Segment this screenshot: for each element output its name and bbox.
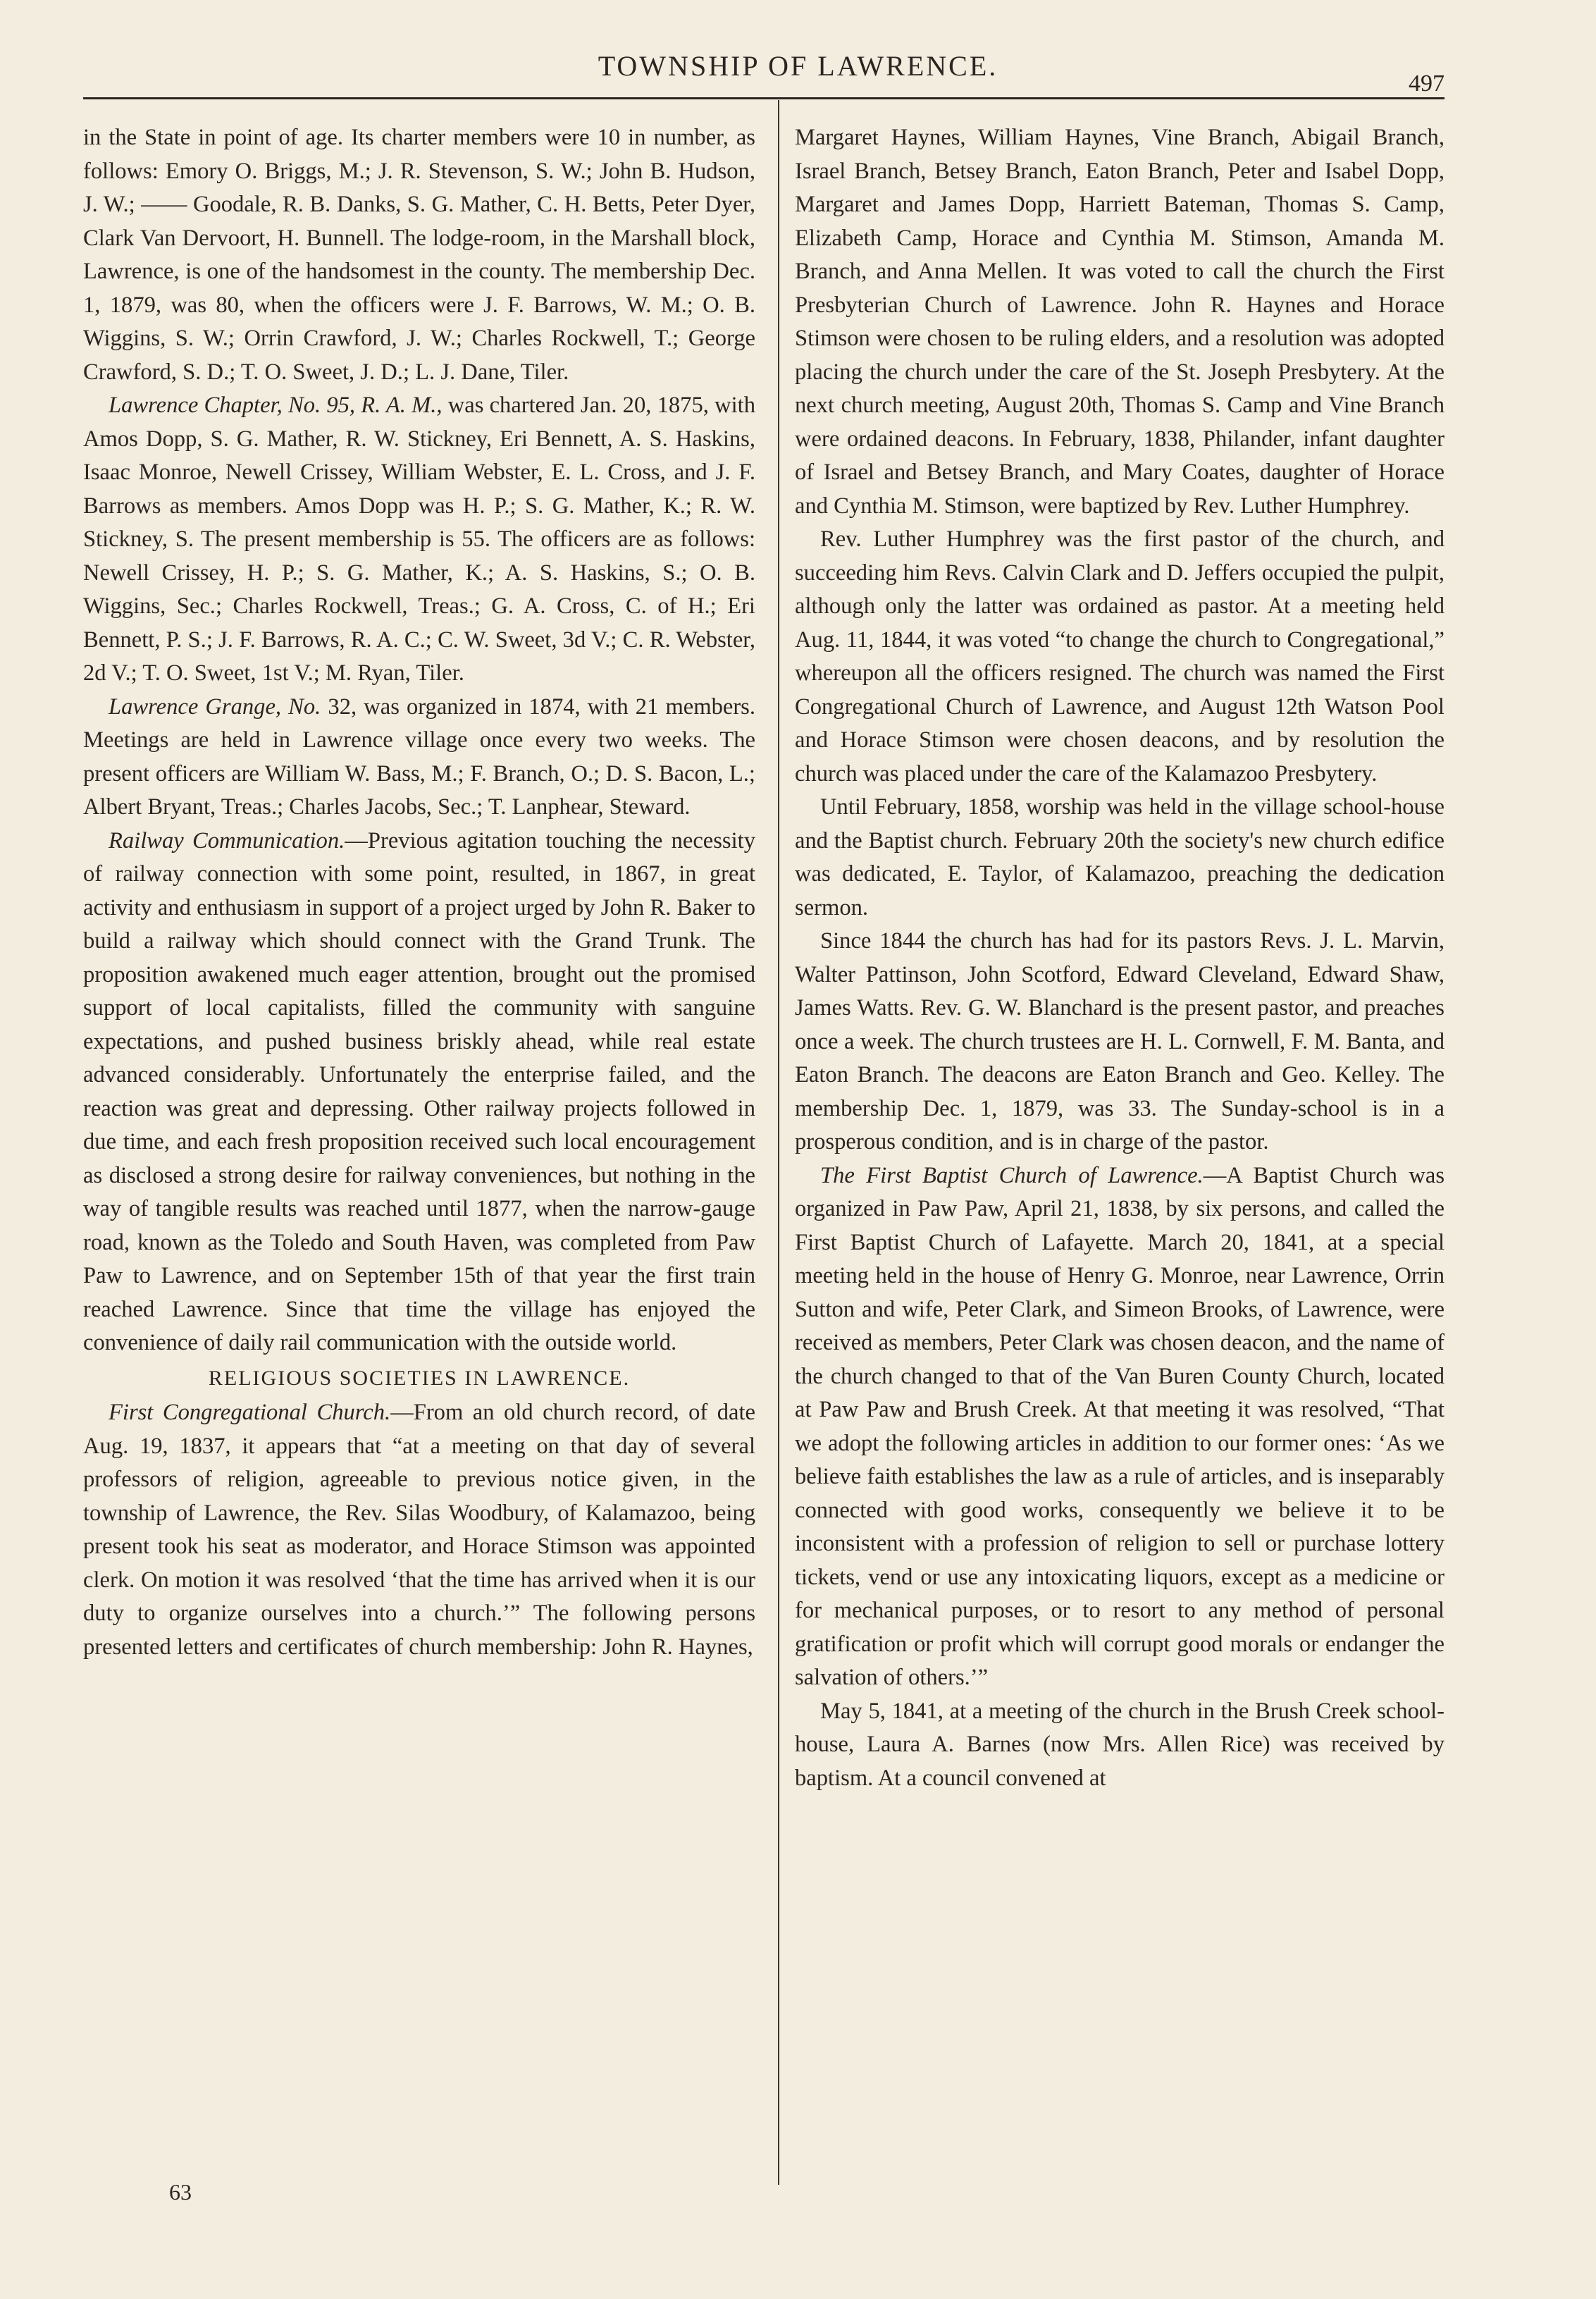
run-in-title: The First Baptist Church of Lawrence. [820, 1162, 1204, 1188]
paragraph [795, 1159, 1445, 1695]
paragraph: Since 1844 the church has had for its pastors Revs. J. L. Marvin, Walter Pattinson, John Scotford, Edward Cleveland, Edward Shaw, James Watts. Rev. G. W. Blanchard is the present pastor, and preaches once a week. The church trustees are H. L. Cornwell, F. M. Banta, and Eaton Branch. The deacons are Eaton Branch and Geo. Kelley. The membership Dec. 1, 1879, was 33. The Sunday-school is in a prosperous condition, and is in charge of the pastor. [795, 928, 1445, 1154]
paragraph [83, 691, 755, 825]
run-in-title: Railway Communication. [109, 827, 345, 853]
column-divider [778, 100, 779, 2185]
paragraph [83, 1396, 755, 1664]
left-column [83, 121, 755, 1664]
paragraph-body: 32, was organized in 1874, with 21 members. Meetings are held in Lawrence village once every two weeks. The present officers are William W. Bass, M.; F. Branch, O.; D. S. Bacon, L.; Albert Bryant, Treas.; Charles Jacobs, Sec.; T. Lanphear, Steward. [83, 694, 756, 820]
paragraph-body: —From an old church record, of date Aug. 19, 1837, it appears that “at a meeting on that day of several professors of religion, agreeable to previous notice given, in the township of Lawrence, the Rev. Silas Woodbury, of Kalamazoo, being present took his seat as moderator, and Horace Stimson was appointed clerk. On motion it was resolved ‘that the time has arrived when it is our duty to organize ourselves into a church.’” The following persons presented letters and certificates of church membership: John R. Haynes, [83, 1400, 755, 1660]
paragraph-body: —A Baptist Church was organized in Paw Paw, April 21, 1838, by six persons, and called the First Baptist Church of Lafayette. March 20, 1841, at a special meeting held in the house of Henry G. Monroe, near Lawrence, Orrin Sutton and wife, Peter Clark, and Simeon Brooks, of Lawrence, were received as members, Peter Clark was chosen deacon, and the name of the church changed to that of the Van Buren County Church, located at Paw Paw and Brush Creek. At that meeting it was resolved, “That we adopt the following articles in addition to our former ones: ‘As we believe faith establishes the law as a rule of articles, and is inseparably connected with good works, consequently we believe it to be inconsistent with a profession of religion to sell or purchase lottery tickets, vend or use any intoxicating liquors, except as a medicine or for mechanical purposes, or to resort to any method of personal gratification or profit which will corrupt good morals or endanger the salvation of others.’” [795, 1162, 1445, 1690]
run-in-title: Lawrence Grange, No. [109, 694, 321, 720]
section-heading: RELIGIOUS SOCIETIES IN LAWRENCE. [208, 1366, 631, 1390]
paragraph [83, 389, 755, 691]
paragraph: Margaret Haynes, William Haynes, Vine Branch, Abigail Branch, Israel Branch, Betsey Branch, Eaton Branch, Peter and Isabel Dopp, Margaret and James Dopp, Harriett Bateman, Thomas S. Camp, Elizabeth Camp, Horace and Cynthia M. Stimson, Amanda M. Branch, and Anna Mellen. It was voted to call the church the First Presbyterian Church of Lawrence. John R. Haynes and Horace Stimson were chosen to be ruling elders, and a resolution was adopted placing the church under the care of the St. Joseph Presbytery. At the next church meeting, August 20th, Thomas S. Camp and Vine Branch were ordained deacons. In February, 1838, Philander, infant daughter of Israel and Betsey Branch, and Mary Coates, daughter of Horace and Cynthia M. Stimson, were baptized by Rev. Luther Humphrey. [795, 125, 1445, 519]
running-head: TOWNSHIP OF LAWRENCE. [598, 50, 998, 82]
paragraph: May 5, 1841, at a meeting of the church in the Brush Creek school-house, Laura A. Barnes (now Mrs. Allen Rice) was received by baptism. At a council convened at [795, 1698, 1445, 1791]
paragraph: Until February, 1858, worship was held in the village school-house and the Baptist church. February 20th the society's new church edifice was dedicated, E. Taylor, of Kalamazoo, preaching the dedication sermon. [795, 794, 1445, 920]
paragraph-body: —Previous agitation touching the necessity of railway connection with some point, resulted, in 1867, in great activity and enthusiasm in support of a project urged by John R. Baker to build a railway which should connect with the Grand Trunk. The proposition awakened much eager attention, brought out the promised support of local capitalists, filled the community with sanguine expectations, and pushed business briskly ahead, while real estate advanced considerably. Unfortunately the enterprise failed, and the reaction was great and depressing. Other railway projects followed in due time, and each fresh proposition received such local encouragement as disclosed a strong desire for railway conveniences, but nothing in the way of tangible results was reached until 1877, when the narrow-gauge road, known as the Toledo and South Haven, was completed from Paw Paw to Lawrence, and on September 15th of that year the first train reached Lawrence. Since that time the village has enjoyed the convenience of daily rail communication with the outside world. [83, 827, 755, 1355]
paragraph-body: was chartered Jan. 20, 1875, with Amos Dopp, S. G. Mather, R. W. Stickney, Eri Bennett, A. S. Haskins, Isaac Monroe, Newell Crissey, William Webster, E. L. Cross, and J. F. Barrows as members. Amos Dopp was H. P.; S. G. Mather, K.; R. W. Stickney, S. The present membership is 55. The officers are as follows: Newell Crissey, H. P.; S. G. Mather, K.; A. S. Haskins, S.; O. B. Wiggins, Sec.; Charles Rockwell, Treas.; G. A. Cross, C. of H.; Eri Bennett, P. S.; J. F. Barrows, R. A. C.; C. W. Sweet, 3d V.; C. R. Webster, 2d V.; T. O. Sweet, 1st V.; M. Ryan, Tiler. [83, 393, 755, 686]
paragraph: in the State in point of age. Its charter members were 10 in number, as follows: Emory O. Briggs, M.; J. R. Stevenson, S. W.; John B. Hudson, J. W.; —— Goodale, R. B. Danks, S. G. Mather, C. H. Betts, Peter Dyer, Clark Van Dervoort, H. Bunnell. The lodge-room, in the Marshall block, Lawrence, is one of the handsomest in the county. The membership Dec. 1, 1879, was 80, when the officers were J. F. Barrows, W. M.; O. B. Wiggins, S. W.; Orrin Crawford, J. W.; Charles Rockwell, T.; George Crawford, S. D.; T. O. Sweet, J. D.; L. J. Dane, Tiler. [83, 125, 755, 385]
paragraph [83, 825, 755, 1360]
right-column [795, 121, 1445, 1795]
run-in-title: Lawrence Chapter, No. 95, R. A. M., [109, 393, 443, 418]
run-in-title: First Congregational Church. [109, 1400, 391, 1425]
header-rule [83, 97, 1445, 99]
signature-mark: 63 [169, 2179, 192, 2205]
page-number: 497 [1409, 70, 1445, 97]
paragraph: Rev. Luther Humphrey was the first pastor of the church, and succeeding him Revs. Calvin Clark and D. Jeffers occupied the pulpit, although only the latter was ordained as pastor. At a meeting held Aug. 11, 1844, it was voted “to change the church to Congregational,” whereupon all the officers resigned. The church was named the First Congregational Church of Lawrence, and August 12th Watson Pool and Horace Stimson were chosen deacons, and by resolution the church was placed under the care of the Kalamazoo Presbytery. [795, 526, 1445, 787]
